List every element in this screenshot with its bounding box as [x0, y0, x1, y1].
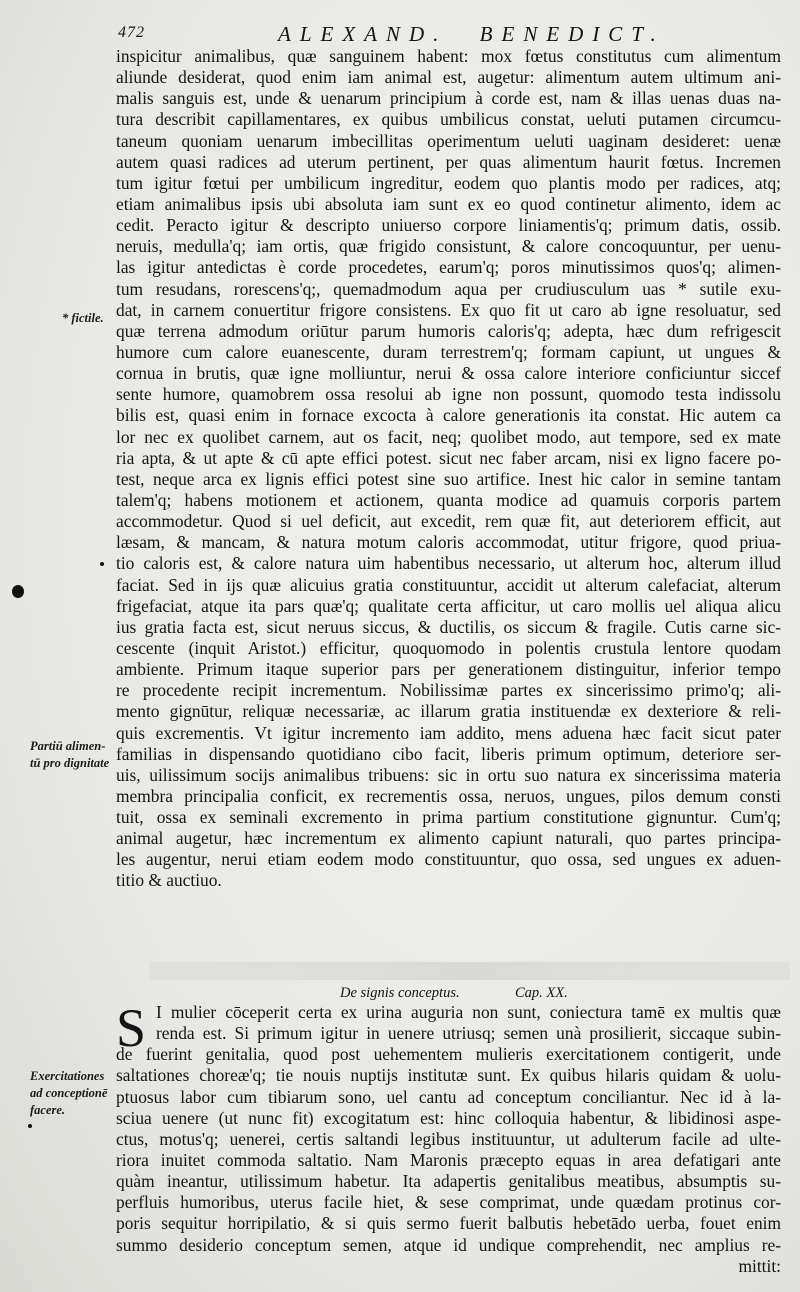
show-through-band: [150, 962, 790, 980]
text-line: familias in dispensando quotidiano cibo facit, liberis primum optimum, deteriore ser-: [116, 743, 781, 764]
text-line: re procedente recipit incrementum. Nobilissimæ partes ex sincerissimo primo'q; ali-: [116, 680, 781, 701]
chapter-number: Cap. XX.: [515, 985, 568, 1001]
text-line: test, neque arca ex lignis effici potest sine suo artifice. Inest hic calor in semine tantam: [116, 468, 781, 489]
margin-note-partium-line2: tū pro dignitate: [30, 756, 110, 770]
text-line: tuit, ossa ex seminali excremento in prima partium constitutione gignuntur. Cum'q;: [116, 807, 781, 828]
margin-note-exercitationes-line1: Exercitationes: [30, 1069, 105, 1083]
text-line: ius gratia facta est, sicut neruus siccus, & ductilis, os siccum & fragile. Cutis carne sic-: [116, 616, 781, 637]
ink-speck: [28, 1124, 32, 1128]
chapter-text-line: summo desiderio conceptum semen, atque id undique comprehendit, nec amplius re-: [116, 1234, 781, 1255]
margin-note-partium-line1: Partiū alimen-: [30, 739, 106, 753]
text-line: uis, uilissimum socijs animalibus tribuens: sic in ortu suo natura ex sincerissima materia: [116, 764, 781, 785]
chapter-text-line: perfluis humoribus, uterus facile hiet, & sese comprimat, unde quædam protinus cor-: [116, 1192, 781, 1213]
text-line: quæ terrena admodum oriūtur parum humoris caloris'q; adepta, hæc dum refrigescit: [116, 320, 781, 341]
text-line: cescente (inquit Aristot.) efficitur, quoquomodo in polentis crustula lentore quodam: [116, 637, 781, 658]
text-line: lor nec ex quolibet carnem, aut os facit, neq; quolibet modo, aut tempore, sed ex mate: [116, 426, 781, 447]
text-line: tio caloris est, & calore natura uim habentibus necessario, ut alterum hoc, alterum illud: [116, 553, 781, 574]
text-line: aliunde desiderat, quod enim iam animal est, augetur: alimentum autem ultimum ani-: [116, 67, 781, 88]
text-line: titio & auctiuo.: [116, 870, 222, 891]
chapter-text-line: saltationes choreæ'q; tie nouis nuptijs institutæ sunt. Ex quibus hilaris quidam & uolu-: [116, 1065, 781, 1086]
text-line: accommodetur. Quod si uel deficit, aut excedit, rem quæ fit, aut deteriorem efficit, aut: [116, 511, 781, 532]
chapter-text-line: quàm ineantur, utilissimum habetur. Ita adapertis genitalibus meatibus, absumptis su-: [116, 1171, 781, 1192]
text-line: tum igitur fœtui per umbilicum ingreditur, eodem quo plantis modo per radices, atq;: [116, 172, 781, 193]
margin-note-exercitationes-line2: ad conceptionē: [30, 1086, 108, 1100]
chapter-text-block: [116, 998, 781, 1277]
text-line: malis sanguis est, unde & uenarum principium à corde est, nam & illas uenas duas na-: [116, 88, 781, 109]
text-line: autem quasi radices ad uterum pertinent, per quas alimentum haurit fœtus. Incremen: [116, 151, 781, 172]
text-line: bilis est, quasi enim in fornace excocta à calore generationis ita constat. Hic autem ca: [116, 405, 781, 426]
chapter-text-line: sciua uenere (ut nunc fit) excogitatum est: hinc colloquia habentur, & libidinosi aspe-: [116, 1107, 781, 1128]
text-line: ambiente. Primum itaque superior pars per generationem distinguitur, inferior tempo: [116, 659, 781, 680]
text-line: animal augetur, hæc incrementum ex alimento capiunt naturali, quo partes principa-: [116, 828, 781, 849]
page-header: [118, 22, 778, 48]
text-line: neruis, medulla'q; iam ortis, quæ frigido consistunt, & calore concoquuntur, per uenu-: [116, 236, 781, 257]
text-line: las igitur antedictas è corde procedetes, earum'q; poros minutissimos quos'q; alimen-: [116, 257, 781, 278]
chapter-text-line: renda est. Si primum igitur in uenere utriusq; semen unà prosilierit, siccaque subin-: [156, 1023, 781, 1044]
chapter-text-line: ctus, motus'q; uenerei, certis saltandi legibus instituuntur, ut adulterum facile ad ulte-: [116, 1128, 781, 1149]
text-line: les augentur, nerui etiam eodem modo constituuntur, quo ossa, sed ungues ex aduen-: [116, 849, 781, 870]
text-line: etiam animalibus ipsis ubi absoluta iam sunt ex eo quod continetur alimento, idem ac: [116, 193, 781, 214]
chapter-title: De signis conceptus.: [340, 985, 460, 1001]
chapter-text-line: de fuerint genitalia, quod post uehementem mulieris exercitationem contigerit, unde: [116, 1044, 781, 1065]
chapter-text-line: ptuosus labor cum tibiarum sono, uel cantu ad conceptum conciliantur. Nec id à la-: [116, 1086, 781, 1107]
drop-cap-initial: S: [116, 998, 147, 1058]
ink-blot: [12, 585, 24, 598]
text-line: læsam, & mancam, & natura motum caloris accommodat, utitur frigore, quod priua-: [116, 532, 781, 553]
margin-note-exercitationes-line3: facere.: [30, 1103, 66, 1117]
text-line: inspicitur animalibus, quæ sanguinem habent: mox fœtus constitutus cum alimentum: [116, 46, 781, 66]
text-line: tura describit capillamentares, ex quibus umbilicus constat, ueluti putamen circumcu-: [116, 109, 781, 130]
text-line: quis excrementis. Vt igitur incremento iam addito, mens aduena hæc facit sicut pater: [116, 722, 781, 743]
text-line: tum resudans, rorescens'q;, quemadmodum aqua per crudiusculum uas * sutile exu-: [116, 278, 781, 299]
chapter-text-line: poris sequitur horripilatio, & si quis sermo fuerit balbutis hebetādo uerba, fouet enim: [116, 1213, 781, 1234]
text-line: talem'q; habens motionem et actionem, quanta modice ad quamuis corporis partem: [116, 489, 781, 510]
chapter-text-line: mittit:: [738, 1255, 781, 1276]
text-line: faciat. Sed in ijs quæ alicuius gratia constituuntur, accidit ut alterum calefaciat, alterum: [116, 574, 781, 595]
folio-number: 472: [118, 24, 145, 41]
running-title: ALEXAND. BENEDICT.: [278, 22, 665, 46]
text-line: dat, in carnem conuertitur frigore consistens. Ex quo fit ut caro ab igne resoluatur, sed: [116, 299, 781, 320]
text-line: sente humore, quamobrem ossa resolui ab igne non possunt, quomodo testa indissolu: [116, 384, 781, 405]
text-line: mento gignūtur, reliquæ necessariæ, ac illarum gratia instituendæ ex dexteriore & reli-: [116, 701, 781, 722]
chapter-text-line: I mulier cōceperit certa ex urina auguria non sunt, coniectura tamē ex multis quæ: [156, 1002, 781, 1022]
text-line: cornua in brutis, quæ igne molliuntur, nerui & ossa calore interiore conficiuntur siccef: [116, 363, 781, 384]
text-line: cedit. Peracto igitur & descripto uniuerso corpore liniamentis'q; primum datis, ossib.: [116, 215, 781, 236]
margin-note-fictile: * fictile.: [62, 311, 104, 325]
text-line: ria apta, & ut apte & cū apte effici potest. sicut nec faber arcam, nisi ex ligno facere po-: [116, 447, 781, 468]
main-text-block: [116, 46, 781, 892]
text-line: frigefaciat, atque ita pars quæ'q; qualitate certa afficitur, ut caro mollis uel aliqua alicu: [116, 595, 781, 616]
text-line: membra principalia conficit, ex recrementis ossa, neruos, ungues, pilos demum consti: [116, 785, 781, 806]
text-line: humore cum calore euanescente, duram terrestrem'q; formam capiunt, ut ungues &: [116, 341, 781, 362]
text-line: taneum quoniam uenarum imbecillitas operimentum ueluti uaginam desideret: uenæ: [116, 130, 781, 151]
chapter-text-line: riora inuitet commoda saltatio. Nam Maronis præcepto equas in area defatigari ante: [116, 1149, 781, 1170]
ink-speck: [100, 562, 104, 566]
